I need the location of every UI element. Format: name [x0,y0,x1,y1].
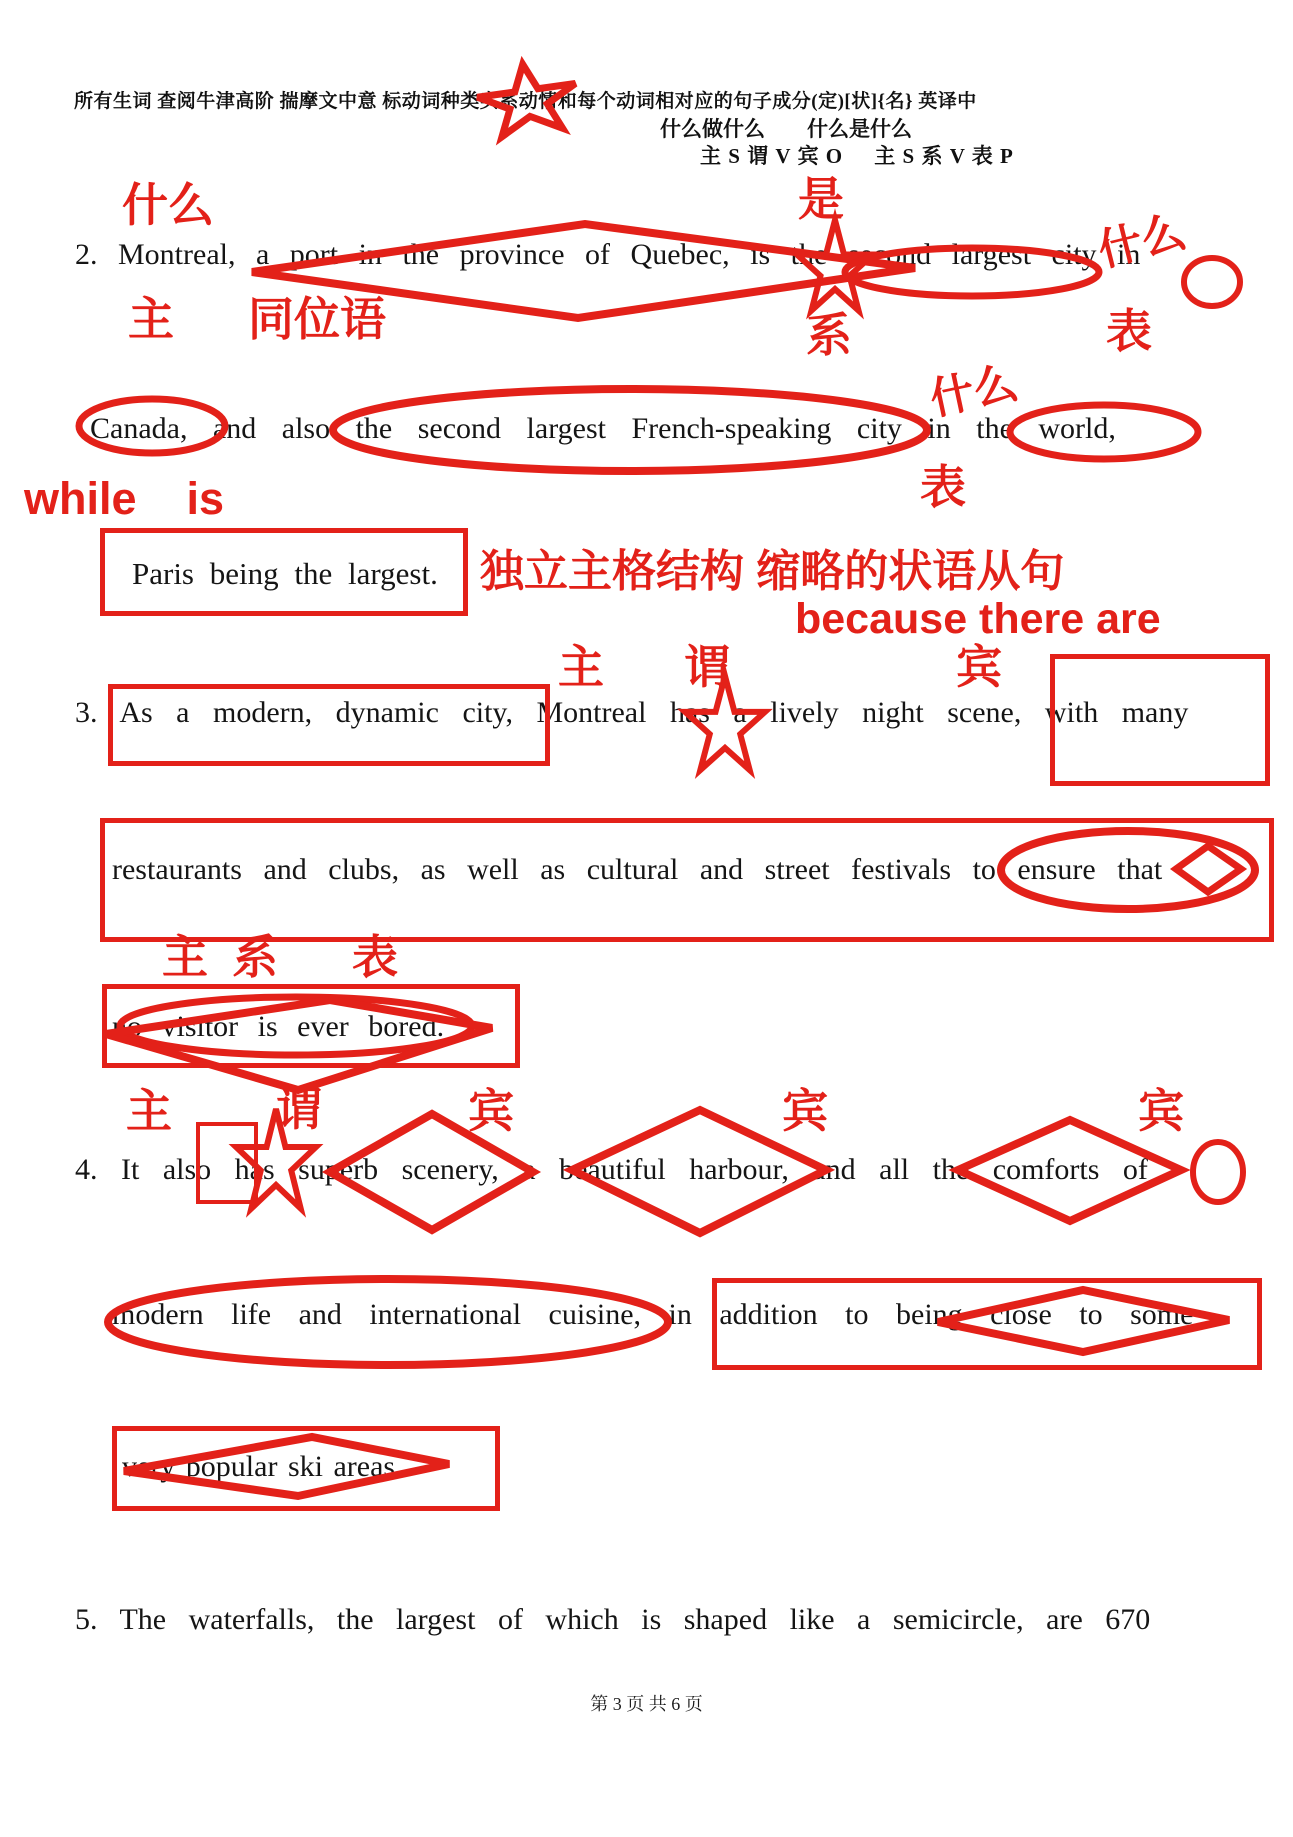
page-number-footer: 第 3 页 共 6 页 [590,1694,703,1714]
also-word-box [196,1122,258,1204]
annotation-biao-predicative-2: 表 [920,461,966,513]
annotation-shi-copula: 是 [798,173,844,225]
sentence-5-line-1: 5. The waterfalls, the largest of which is shaped like a semicircle, are 670 [75,1603,1151,1636]
annotation-zhu-s4: 主 [126,1085,172,1137]
sentence-3-line-2: restaurants and clubs, as well as cultural and street festivals to ensure that [112,853,1163,886]
annotation-zhu-s3b: 主 [162,931,208,983]
sentence-4-line-3: very popular ski areas. [122,1450,403,1483]
annotation-wei-s3: 谓 [684,641,730,693]
header-pattern-line: 什么做什么 什么是什么 [660,117,912,141]
annotation-bin-s4-2: 宾 [782,1085,828,1137]
annotation-biao-predicative-1: 表 [1106,305,1152,357]
header-instructions-line: 所有生词 查阅牛津高阶 揣摩文中意 标动词种类实系动情和每个动词相对应的句子成分(定)[状]{名} 英译中 [74,91,977,112]
in-addition-phrase-box [712,1278,1262,1370]
sentence-2-line-3: Paris being the largest. [132,556,438,591]
annotation-xi-s3b: 系 [232,931,278,983]
with-many-box [1050,654,1270,786]
sentence-2-line-1: 2. Montreal, a port in the province of Quebec, is the second largest city in [75,238,1141,271]
sentence-3-line-1: 3. As a modern, dynamic city, Montreal has a lively night scene, with many [75,696,1189,729]
annotation-because-there-are: because there are [795,595,1161,643]
circle-outline-of [1193,1142,1243,1202]
header-svo-svp-line: 主 S 谓 V 宾 O 主 S 系 V 表 P [700,144,1014,168]
sentence-3-line-3: no visitor is ever bored. [112,1010,445,1043]
annotation-zhu-subject-1: 主 [128,293,174,345]
sentence-4-line-1: 4. It also has superb scenery, a beautiful harbour, and all the comforts of [75,1153,1148,1186]
annotation-bin-s3: 宾 [956,641,1002,693]
annotation-zhu-s3: 主 [558,641,604,693]
annotation-bin-s4-1: 宾 [468,1085,514,1137]
sentence-2-line-2: Canada, and also the second largest French-speaking city in the world, [90,412,1116,445]
annotation-wei-s4: 谓 [276,1083,322,1135]
annotation-biao-s3b: 表 [352,931,398,983]
adverbial-phrase-box [108,684,550,766]
annotation-while-is: while is [24,473,225,524]
annotation-bin-s4-3: 宾 [1138,1085,1184,1137]
annotation-what-predicative-1: 什么 [1093,207,1191,276]
annotation-xi-linking-verb: 系 [806,309,852,361]
annotation-absolute-construction: 独立主格结构 缩略的状语从句 [480,547,1065,596]
annotation-apposition: 同位语 [248,293,386,345]
sentence-4-line-2: modern life and international cuisine, in addition to being close to some [112,1298,1194,1331]
circle-outline-in [1184,258,1240,306]
annotation-what-subject: 什么 [122,179,214,231]
paris-clause-box [100,528,468,616]
annotation-what-predicative-2: 什么 [925,358,1023,425]
